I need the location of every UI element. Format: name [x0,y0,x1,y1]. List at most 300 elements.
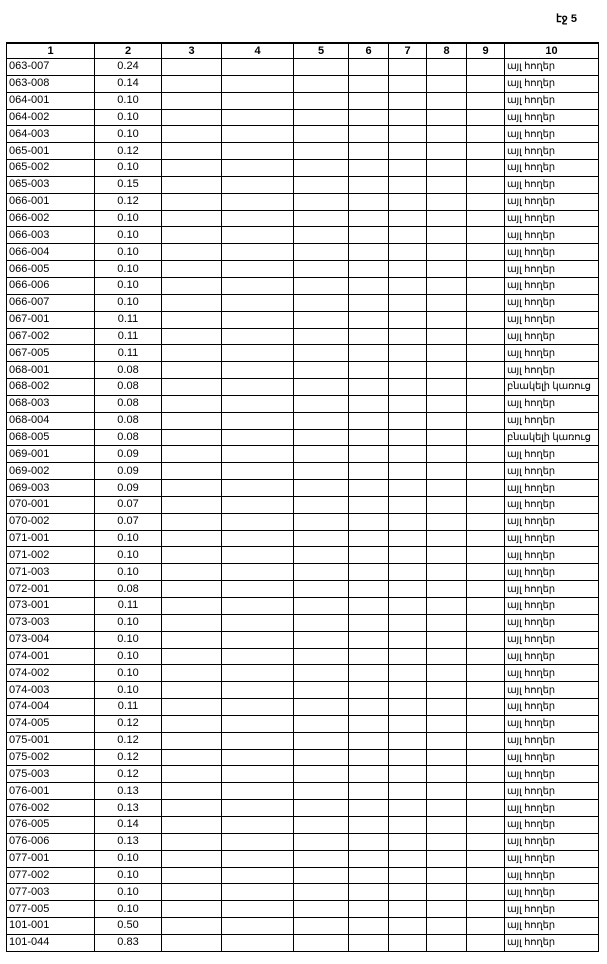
col3-cell [162,59,222,76]
table-row [7,59,599,76]
land-use-cell: այլ հողեր [505,901,599,918]
col3-cell [162,918,222,935]
land-parcel-table [6,42,599,952]
table-row [7,261,599,278]
table-row [7,614,599,631]
table-row [7,833,599,850]
col4-cell [222,699,294,716]
col8-cell [427,59,467,76]
col4-cell [222,328,294,345]
col7-cell [389,59,427,76]
col7-cell [389,682,427,699]
col8-cell [427,699,467,716]
col8-cell [427,261,467,278]
col6-cell [349,901,389,918]
col8-cell [427,833,467,850]
col7-cell [389,547,427,564]
col9-cell [467,699,505,716]
col3-cell [162,92,222,109]
col4-cell [222,311,294,328]
col7-cell [389,665,427,682]
col9-cell [467,59,505,76]
col6-cell [349,311,389,328]
parcel-code-cell: 065-001 [7,143,95,160]
col6-cell [349,480,389,497]
land-use-cell: բնակելի կառուց [505,429,599,446]
col3-cell [162,379,222,396]
col5-cell [294,867,349,884]
col6-cell [349,581,389,598]
col6-cell [349,261,389,278]
col5-cell [294,918,349,935]
column-header-3: 3 [162,43,222,59]
col4-cell [222,766,294,783]
table-row [7,227,599,244]
col6-cell [349,244,389,261]
col7-cell [389,614,427,631]
land-use-cell: այլ հողեր [505,732,599,749]
land-use-cell: այլ հողեր [505,833,599,850]
col3-cell [162,75,222,92]
col6-cell [349,918,389,935]
col9-cell [467,463,505,480]
col8-cell [427,210,467,227]
col9-cell [467,193,505,210]
col7-cell [389,816,427,833]
col5-cell [294,496,349,513]
col4-cell [222,934,294,951]
col5-cell [294,884,349,901]
col5-cell [294,833,349,850]
col3-cell [162,277,222,294]
col6-cell [349,176,389,193]
land-use-cell: այլ հողեր [505,564,599,581]
land-use-cell: այլ հողեր [505,513,599,530]
col8-cell [427,109,467,126]
table-row [7,109,599,126]
col4-cell [222,850,294,867]
parcel-code-cell: 068-001 [7,362,95,379]
parcel-code-cell: 065-002 [7,160,95,177]
col4-cell [222,513,294,530]
parcel-code-cell: 074-005 [7,715,95,732]
col3-cell [162,547,222,564]
col3-cell [162,429,222,446]
col4-cell [222,631,294,648]
parcel-code-cell: 076-005 [7,816,95,833]
col8-cell [427,850,467,867]
land-use-cell: այլ հողեր [505,934,599,951]
col9-cell [467,547,505,564]
col7-cell [389,934,427,951]
parcel-code-cell: 069-003 [7,480,95,497]
col5-cell [294,800,349,817]
col3-cell [162,598,222,615]
col6-cell [349,429,389,446]
col9-cell [467,362,505,379]
col3-cell [162,496,222,513]
col9-cell [467,395,505,412]
col7-cell [389,345,427,362]
table-row [7,749,599,766]
col7-cell [389,749,427,766]
table-row [7,193,599,210]
col5-cell [294,581,349,598]
col4-cell [222,126,294,143]
land-use-cell: այլ հողեր [505,294,599,311]
col3-cell [162,867,222,884]
col7-cell [389,193,427,210]
table-row [7,328,599,345]
col6-cell [349,513,389,530]
land-use-cell: այլ հողեր [505,547,599,564]
col7-cell [389,379,427,396]
parcel-code-cell: 074-004 [7,699,95,716]
land-use-cell: այլ հողեր [505,800,599,817]
col9-cell [467,715,505,732]
col9-cell [467,648,505,665]
col4-cell [222,581,294,598]
table-row [7,277,599,294]
area-cell: 0.14 [95,816,162,833]
area-cell: 0.09 [95,463,162,480]
col5-cell [294,934,349,951]
col7-cell [389,833,427,850]
col7-cell [389,581,427,598]
col8-cell [427,294,467,311]
col6-cell [349,749,389,766]
col3-cell [162,816,222,833]
col4-cell [222,598,294,615]
area-cell: 0.12 [95,749,162,766]
col9-cell [467,901,505,918]
col7-cell [389,800,427,817]
col7-cell [389,513,427,530]
col5-cell [294,227,349,244]
parcel-code-cell: 070-001 [7,496,95,513]
table-row [7,160,599,177]
area-cell: 0.12 [95,143,162,160]
table-row [7,446,599,463]
table-row [7,648,599,665]
parcel-code-cell: 066-006 [7,277,95,294]
column-header-7: 7 [389,43,427,59]
col9-cell [467,496,505,513]
parcel-code-cell: 101-044 [7,934,95,951]
table-row [7,699,599,716]
col9-cell [467,614,505,631]
col5-cell [294,480,349,497]
col3-cell [162,699,222,716]
land-use-cell: այլ հողեր [505,783,599,800]
col7-cell [389,92,427,109]
col4-cell [222,59,294,76]
area-cell: 0.10 [95,244,162,261]
col3-cell [162,682,222,699]
parcel-code-cell: 068-003 [7,395,95,412]
col3-cell [162,934,222,951]
column-header-2: 2 [95,43,162,59]
land-use-cell: այլ հողեր [505,496,599,513]
col6-cell [349,143,389,160]
parcel-code-cell: 072-001 [7,581,95,598]
area-cell: 0.10 [95,682,162,699]
table-row [7,867,599,884]
col5-cell [294,816,349,833]
area-cell: 0.10 [95,850,162,867]
land-use-cell: այլ հողեր [505,715,599,732]
col5-cell [294,311,349,328]
table-row [7,884,599,901]
table-row [7,850,599,867]
col3-cell [162,614,222,631]
area-cell: 0.10 [95,126,162,143]
area-cell: 0.10 [95,631,162,648]
col4-cell [222,277,294,294]
col4-cell [222,480,294,497]
col5-cell [294,850,349,867]
col4-cell [222,345,294,362]
col3-cell [162,884,222,901]
col4-cell [222,176,294,193]
land-use-cell: այլ հողեր [505,277,599,294]
parcel-code-cell: 066-003 [7,227,95,244]
col9-cell [467,867,505,884]
table-row [7,682,599,699]
col8-cell [427,732,467,749]
col6-cell [349,833,389,850]
col5-cell [294,732,349,749]
area-cell: 0.08 [95,395,162,412]
col7-cell [389,446,427,463]
col7-cell [389,210,427,227]
page-number: էջ 5 [556,13,577,25]
parcel-code-cell: 063-007 [7,59,95,76]
area-cell: 0.14 [95,75,162,92]
table-row [7,766,599,783]
col3-cell [162,261,222,278]
col8-cell [427,800,467,817]
table-row [7,934,599,951]
col4-cell [222,244,294,261]
table-header-row [7,43,599,59]
col8-cell [427,513,467,530]
col4-cell [222,261,294,278]
area-cell: 0.50 [95,918,162,935]
area-cell: 0.13 [95,800,162,817]
parcel-code-cell: 068-002 [7,379,95,396]
parcel-code-cell: 069-001 [7,446,95,463]
area-cell: 0.10 [95,665,162,682]
col5-cell [294,547,349,564]
col7-cell [389,126,427,143]
col8-cell [427,496,467,513]
area-cell: 0.10 [95,160,162,177]
parcel-code-cell: 068-005 [7,429,95,446]
land-use-cell: այլ հողեր [505,581,599,598]
col8-cell [427,311,467,328]
area-cell: 0.83 [95,934,162,951]
table-row [7,412,599,429]
col8-cell [427,749,467,766]
col7-cell [389,783,427,800]
col8-cell [427,530,467,547]
column-header-9: 9 [467,43,505,59]
area-cell: 0.12 [95,715,162,732]
area-cell: 0.09 [95,480,162,497]
col8-cell [427,547,467,564]
land-use-cell: այլ հողեր [505,766,599,783]
col8-cell [427,160,467,177]
col6-cell [349,530,389,547]
col4-cell [222,816,294,833]
col4-cell [222,75,294,92]
column-header-6: 6 [349,43,389,59]
col9-cell [467,311,505,328]
col5-cell [294,598,349,615]
table-row [7,294,599,311]
table-row [7,496,599,513]
col3-cell [162,244,222,261]
col6-cell [349,277,389,294]
col5-cell [294,193,349,210]
col7-cell [389,311,427,328]
col8-cell [427,429,467,446]
col7-cell [389,412,427,429]
col6-cell [349,648,389,665]
col9-cell [467,816,505,833]
col4-cell [222,682,294,699]
col8-cell [427,345,467,362]
col6-cell [349,446,389,463]
col7-cell [389,884,427,901]
table-row [7,379,599,396]
area-cell: 0.08 [95,362,162,379]
col4-cell [222,92,294,109]
land-use-cell: այլ հողեր [505,59,599,76]
col8-cell [427,682,467,699]
col3-cell [162,328,222,345]
col5-cell [294,160,349,177]
land-use-cell: այլ հողեր [505,412,599,429]
column-header-4: 4 [222,43,294,59]
table-row [7,92,599,109]
col7-cell [389,598,427,615]
table-row [7,244,599,261]
area-cell: 0.10 [95,901,162,918]
col5-cell [294,614,349,631]
col4-cell [222,160,294,177]
table-row [7,732,599,749]
table-row [7,564,599,581]
col4-cell [222,446,294,463]
parcel-code-cell: 069-002 [7,463,95,480]
col5-cell [294,210,349,227]
land-use-cell: այլ հողեր [505,328,599,345]
col3-cell [162,800,222,817]
col3-cell [162,581,222,598]
col8-cell [427,884,467,901]
col3-cell [162,513,222,530]
parcel-code-cell: 074-002 [7,665,95,682]
col8-cell [427,143,467,160]
col9-cell [467,294,505,311]
col7-cell [389,564,427,581]
col6-cell [349,75,389,92]
parcel-code-cell: 077-003 [7,884,95,901]
col6-cell [349,395,389,412]
col9-cell [467,244,505,261]
col5-cell [294,564,349,581]
col5-cell [294,648,349,665]
table-row [7,513,599,530]
area-cell: 0.11 [95,328,162,345]
col9-cell [467,766,505,783]
col3-cell [162,311,222,328]
parcel-code-cell: 066-002 [7,210,95,227]
col7-cell [389,715,427,732]
land-use-cell: այլ հողեր [505,92,599,109]
area-cell: 0.12 [95,732,162,749]
col6-cell [349,699,389,716]
col3-cell [162,227,222,244]
col4-cell [222,379,294,396]
col5-cell [294,244,349,261]
col4-cell [222,395,294,412]
col9-cell [467,261,505,278]
col7-cell [389,850,427,867]
col4-cell [222,833,294,850]
col3-cell [162,176,222,193]
table-row [7,463,599,480]
land-use-cell: այլ հողեր [505,648,599,665]
table-row [7,176,599,193]
col5-cell [294,294,349,311]
col8-cell [427,412,467,429]
land-use-cell: այլ հողեր [505,598,599,615]
col7-cell [389,480,427,497]
col3-cell [162,901,222,918]
land-use-cell: բնակելի կառուց [505,379,599,396]
col7-cell [389,244,427,261]
col8-cell [427,901,467,918]
col5-cell [294,92,349,109]
col9-cell [467,598,505,615]
parcel-code-cell: 076-002 [7,800,95,817]
parcel-code-cell: 074-001 [7,648,95,665]
col4-cell [222,463,294,480]
col3-cell [162,850,222,867]
land-use-cell: այլ հողեր [505,749,599,766]
col9-cell [467,227,505,244]
col6-cell [349,210,389,227]
col6-cell [349,463,389,480]
col4-cell [222,665,294,682]
col7-cell [389,294,427,311]
col6-cell [349,496,389,513]
col9-cell [467,530,505,547]
col5-cell [294,412,349,429]
col9-cell [467,126,505,143]
col3-cell [162,345,222,362]
area-cell: 0.07 [95,513,162,530]
table-row [7,480,599,497]
col8-cell [427,715,467,732]
col6-cell [349,109,389,126]
table-row [7,598,599,615]
col5-cell [294,715,349,732]
parcel-code-cell: 074-003 [7,682,95,699]
